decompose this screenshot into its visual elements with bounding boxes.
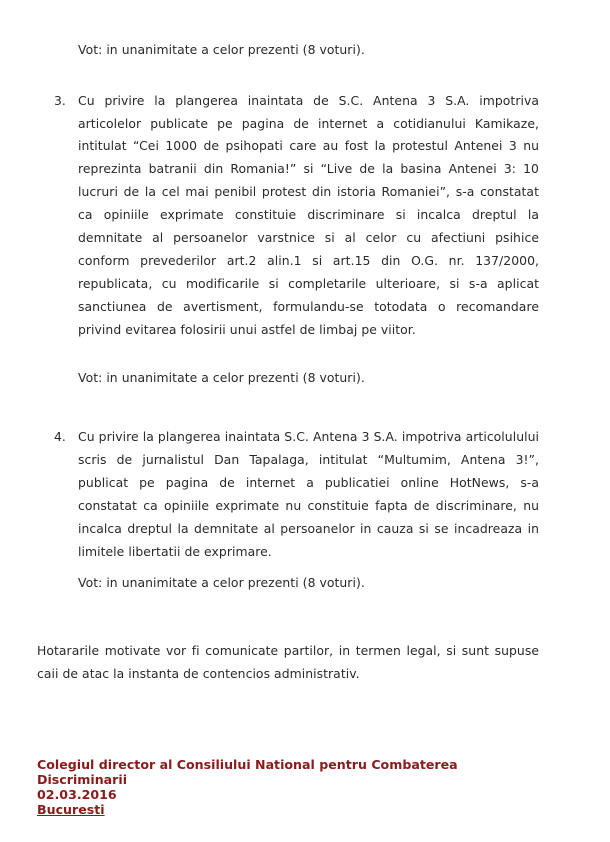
signature-body-cont: Discriminarii bbox=[37, 772, 128, 787]
item-3-line: sanctiunea de avertisment, formulandu-se totodata o recomandare bbox=[78, 299, 539, 314]
item-4-line: scris de jurnalistul Dan Tapalaga, intitulat “Multumim, Antena 3!”, bbox=[78, 452, 539, 467]
item-4-line: incalca dreptul la demnitate al persoanelor in cauza si se incadreaza in bbox=[78, 521, 539, 536]
signature-body: Colegiul director al Consiliului National pentru Combaterea bbox=[37, 757, 458, 772]
item-3-line: privind evitarea folosirii unui astfel de limbaj pe viitor. bbox=[78, 322, 416, 337]
item-4-line: publicat pe pagina de internet a publicatiei online HotNews, s-a bbox=[78, 475, 539, 490]
item-3-number: 3. bbox=[54, 93, 66, 108]
item-4-number: 4. bbox=[54, 429, 66, 444]
vote-result-2: Vot: in unanimitate a celor prezenti (8 voturi). bbox=[78, 370, 365, 385]
signature-date: 02.03.2016 bbox=[37, 787, 117, 802]
item-3-line: demnitate al persoanelor varstnice si al celor cu afectiuni psihice bbox=[78, 230, 539, 245]
item-4-line: constatat ca opiniile exprimate nu constituie fapta de discriminare, nu bbox=[78, 498, 539, 513]
item-3-line: Cu privire la plangerea inaintata de S.C. Antena 3 S.A. impotriva bbox=[78, 93, 539, 108]
vote-result-1: Vot: in unanimitate a celor prezenti (8 voturi). bbox=[78, 42, 365, 57]
item-3-line: republicata, cu modificarile si completarile ulterioare, si s-a aplicat bbox=[78, 276, 539, 291]
item-3-line: ca opiniile exprimate constituie discriminare si incalca dreptul la bbox=[78, 207, 539, 222]
closing-line: Hotararile motivate vor fi comunicate partilor, in termen legal, si sunt supuse bbox=[37, 643, 539, 658]
item-3-line: conform prevederilor art.2 alin.1 si art.15 din O.G. nr. 137/2000, bbox=[78, 253, 539, 268]
item-4-line: Cu privire la plangerea inaintata S.C. Antena 3 S.A. impotriva articolulului bbox=[78, 429, 539, 444]
closing-line: caii de atac la instanta de contencios administrativ. bbox=[37, 666, 360, 681]
item-3-line: reprezinta batranii din Romania!” si “Live de la basina Antenei 3: 10 bbox=[78, 161, 539, 176]
item-3-line: lucruri de la cel mai penibil protest din istoria Romaniei”, s-a constatat bbox=[78, 184, 539, 199]
vote-result-3: Vot: in unanimitate a celor prezenti (8 voturi). bbox=[78, 575, 365, 590]
item-4-line: limitele libertatii de exprimare. bbox=[78, 544, 272, 559]
item-3-line: intitulat “Cei 1000 de psihopati care au fost la protestul Antenei 3 nu bbox=[78, 138, 539, 153]
item-3-line: articolelor publicate pe pagina de internet a cotidianului Kamikaze, bbox=[78, 116, 539, 131]
signature-place: Bucuresti bbox=[37, 802, 105, 817]
